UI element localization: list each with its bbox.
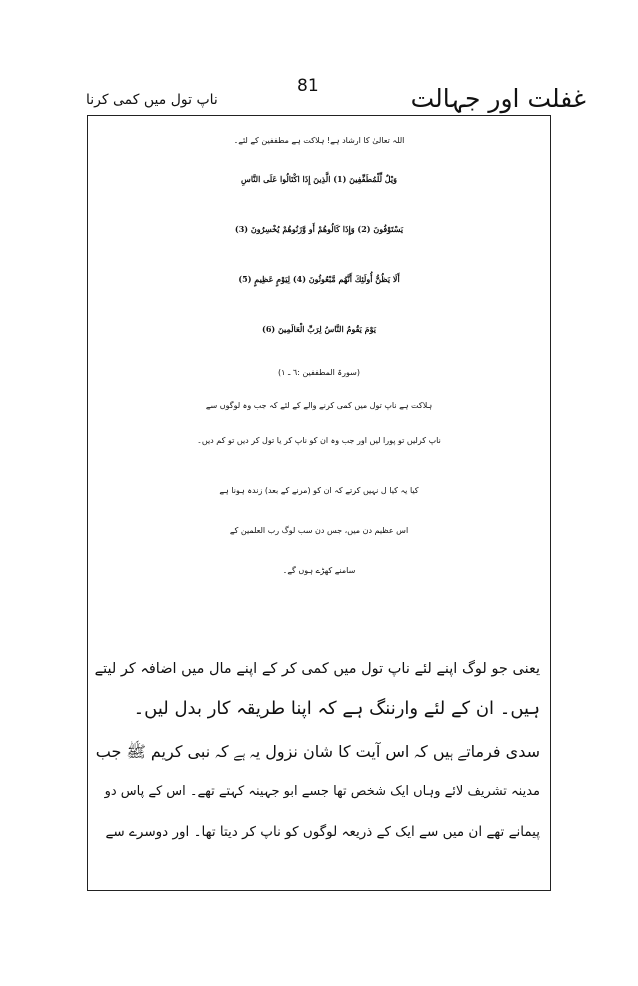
commentary-line: ہیں۔ ان کے لئے وارننگ ہے کہ اپنا طریقہ کار بدل لیں۔ xyxy=(133,698,540,719)
commentary-line: سدی فرماتے ہیں کہ اس آیت کا شان نزول یہ ہے کہ نبی کریم ﷺ جب xyxy=(95,742,540,761)
translation-line: ہلاکت ہے ناپ تول میں کمی کرنے والے کے لئے کہ جب وہ لوگوں سے xyxy=(205,401,433,410)
translation-line: ناپ کرلیں تو پورا لیں اور جب وہ ان کو ناپ کر یا تول کر دیں تو کم دیں۔ xyxy=(197,436,441,445)
content-frame xyxy=(87,115,551,891)
quran-verse-line: يَوْمَ يَقُومُ النَّاسُ لِرَبِّ الْعَالَمِينَ (6) xyxy=(262,324,376,334)
commentary-line: پیمانے تھے ان میں سے ایک کے ذریعہ لوگوں کو ناپ کر دیتا تھا۔ اور دوسرے سے xyxy=(105,824,540,840)
page-number: 81 xyxy=(297,76,319,96)
commentary-line: مدینہ تشریف لائے وہاں ایک شخص تھا جسے ابو جہینہ کہتے تھے۔ اس کے پاس دو xyxy=(104,784,540,799)
poem-line: کیا یہ کیا ل نہیں کرتے کہ ان کو (مرنے کے بعد) زندہ ہونا ہے xyxy=(219,486,419,495)
quran-verse-line: وَيْلٌ لِّلْمُطَفِّفِينَ (1) الَّذِينَ إِذَا اكْتَالُوا عَلَى النَّاسِ xyxy=(241,174,397,184)
quran-verse-line: أَلَا يَظُنُّ أُولَئِكَ أَنَّهُم مَّبْعُوثُونَ (4) لِيَوْمٍ عَظِيمٍ (5) xyxy=(238,274,400,284)
poem-line: سامنے کھڑے ہوں گے۔ xyxy=(282,566,356,575)
intro-line: اللہ تعالیٰ کا ارشاد ہے! ہلاکت ہے مطففین کے لئے۔ xyxy=(233,136,405,145)
page-header xyxy=(0,0,638,120)
section-title: ناپ تول میں کمی کرنا xyxy=(86,92,218,108)
verse-reference: (سورۃ المطففین :٦ ـ ١) xyxy=(278,368,360,377)
commentary-line: یعنی جو لوگ اپنے لئے ناپ تول میں کمی کر کے اپنے مال میں اضافہ کر لیتے xyxy=(94,661,540,677)
chapter-title: غفلت اور جہالت xyxy=(410,84,586,113)
quran-verse-line: يَسْتَوْفُونَ (2) وَإِذَا كَالُوهُمْ أَو وَّزَنُوهُمْ يُخْسِرُونَ (3) xyxy=(234,224,404,234)
poem-line: اس عظیم دن میں، جس دن سب لوگ رب العلمین کے xyxy=(229,526,409,535)
